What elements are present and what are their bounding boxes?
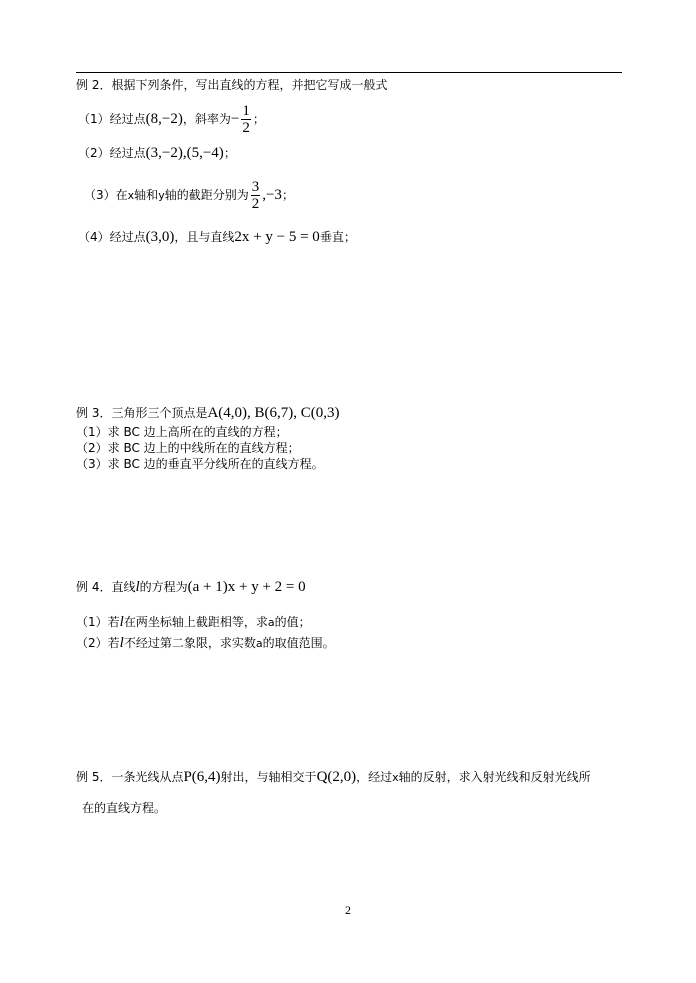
ex2-q3-y-label: y: [158, 189, 165, 202]
ex2-q1-sign: −: [230, 111, 240, 127]
ex4-q1-end: 的值；: [274, 615, 311, 629]
ex2-q4: [78, 229, 356, 245]
ex3-q1: （1）求 BC 边上高所在的直线的方程；: [76, 425, 288, 439]
ex2-q1-fraction: [241, 103, 251, 136]
ex2-heading: 例 2．根据下列条件，写出直线的方程，并把它写成一般式: [76, 78, 388, 92]
ex5-x-label: x: [392, 771, 399, 784]
ex2-q2-points: (3,−2),(5,−4): [145, 145, 224, 161]
ex4-heading-line: [76, 579, 306, 595]
ex3-heading-line: [76, 405, 340, 421]
ex2-q3-end: ；: [281, 188, 294, 202]
ex4-q2: [76, 635, 335, 652]
ex4-q2-end: 的取值范围。: [262, 636, 335, 650]
ex5-mid2: ，经过: [356, 770, 393, 784]
ex2-q3-frac-den: 2: [251, 196, 260, 212]
ex2-q2-num: （2）: [78, 146, 110, 160]
ex5-line2: 在的直线方程。: [82, 801, 167, 815]
ex5-heading-line: [76, 769, 591, 786]
ex4-q2-text: 不经过第二象限，求实数: [123, 636, 256, 650]
ex2-q1: [78, 103, 265, 136]
ex2-q2-end: ；: [223, 146, 236, 160]
ex2-q2-text: 经过点: [109, 146, 146, 160]
ex2-q4-equation: 2x + y − 5 = 0: [234, 229, 320, 245]
ex2-q3-pre: 在: [115, 188, 128, 202]
ex2-q4-text: 经过点: [109, 230, 146, 244]
ex2-q1-frac-num: 1: [242, 103, 250, 119]
ex4-q2-var: l: [119, 635, 124, 651]
ex5-heading: 例 5．一条光线从点: [76, 770, 184, 784]
ex2-q1-text: 经过点: [109, 112, 146, 126]
ex2-q3-x-label: x: [127, 189, 135, 202]
ex4-q1-num: （1）若: [76, 615, 120, 629]
ex4-q2-num: （2）若: [76, 636, 120, 650]
ex2-q4-end: 垂直；: [319, 230, 356, 244]
ex3-vertices: A(4,0), B(6,7), C(0,3): [207, 405, 340, 421]
ex2-q1-point: (8,−2): [145, 111, 183, 127]
ex4-line-var: l: [135, 579, 140, 595]
ex2-q3-fraction: [251, 179, 261, 212]
ex4-q1-a-label: a: [267, 616, 275, 629]
ex4-q1-var: l: [119, 614, 124, 630]
ex4-q1-text: 在两坐标轴上截距相等，求: [123, 615, 268, 629]
ex2-q3-mid1: 轴和: [134, 188, 159, 202]
ex4-q1: [76, 614, 311, 631]
ex2-q3-frac-num: 3: [251, 179, 260, 195]
ex4-equation: (a + 1)x + y + 2 = 0: [187, 579, 306, 595]
ex5-point-q: Q(2,0): [316, 769, 357, 785]
ex2-q1-frac-den: 2: [242, 120, 250, 136]
ex4-q2-a-label: a: [255, 637, 263, 650]
ex2-q3: [84, 179, 294, 212]
ex5-mid1: 射出，与轴相交于: [220, 770, 317, 784]
header-rule: [76, 72, 622, 73]
ex4-mid: 的方程为: [139, 580, 188, 594]
ex3-q3: （3）求 BC 边的垂直平分线所在的直线方程。: [76, 457, 324, 471]
ex2-q1-end: ；: [252, 112, 265, 126]
ex2-q4-num: （4）: [78, 230, 110, 244]
ex3-q2: （2）求 BC 边上的中线所在的直线方程；: [76, 441, 300, 455]
ex2-q4-point: (3,0): [145, 229, 175, 245]
ex4-heading: 例 4．直线: [76, 580, 136, 594]
ex3-heading: 例 3．三角形三个顶点是: [76, 406, 208, 420]
ex2-q1-mid: ，斜率为: [182, 112, 231, 126]
ex2-q2: [78, 145, 236, 161]
ex5-mid3: 轴的反射，求入射光线和反射光线所: [398, 770, 591, 784]
ex2-q3-num: （3）: [84, 188, 116, 202]
ex2-q4-mid: ，且与直线: [174, 230, 235, 244]
page-number: 2: [345, 903, 351, 917]
ex2-q3-mid2: 轴的截距分别为: [164, 188, 249, 202]
ex5-point-p: P(6,4): [183, 769, 221, 785]
ex2-q3-tail: ,−3: [262, 187, 282, 203]
ex2-q1-num: （1）: [78, 112, 110, 126]
